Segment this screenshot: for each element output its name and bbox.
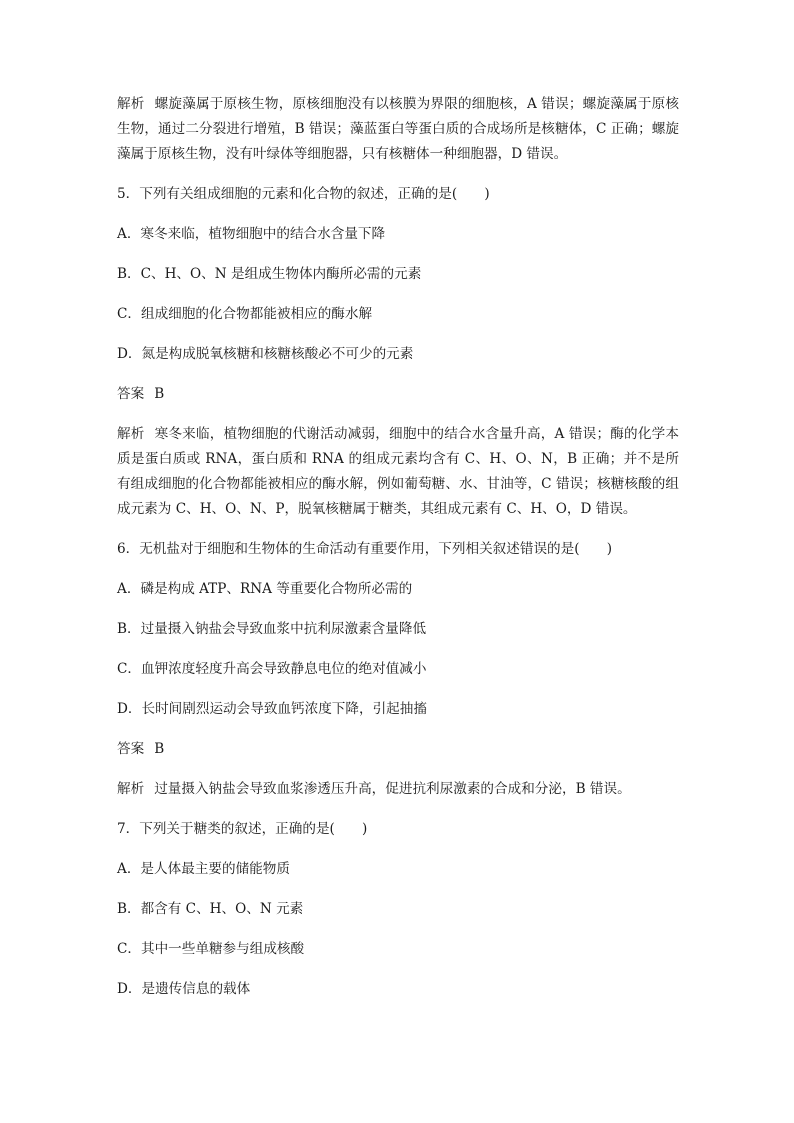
analysis-text: 过量摄入钠盐会导致血浆渗透压升高，促进抗利尿激素的合成和分泌，B 错误。 xyxy=(154,781,631,797)
question-6-option-d: D．长时间剧烈运动会导致血钙浓度下降，引起抽搐 xyxy=(117,701,427,717)
question-6-option-b: B．过量摄入钠盐会导致血浆中抗利尿激素含量降低 xyxy=(117,621,427,637)
answer-value: B xyxy=(154,741,165,757)
question-7-stem: 7．下列关于糖类的叙述，正确的是( ) xyxy=(117,821,368,837)
question-7-option-d: D．是遗传信息的载体 xyxy=(117,981,251,997)
question-7-option-c: C．其中一些单糖参与组成核酸 xyxy=(117,941,305,957)
analysis-label: 解析 xyxy=(117,781,145,797)
question-7-option-a: A．是人体最主要的储能物质 xyxy=(117,861,290,877)
analysis-label: 解析 xyxy=(117,96,145,112)
question-5-option-d: D．氮是构成脱氧核糖和核糖核酸必不可少的元素 xyxy=(117,346,414,362)
question-6-stem: 6．无机盐对于细胞和生物体的生命活动有重要作用，下列相关叙述错误的是( ) xyxy=(117,541,613,557)
question-6-option-c: C．血钾浓度轻度升高会导致静息电位的绝对值减小 xyxy=(117,661,427,677)
answer-q5 xyxy=(117,382,679,407)
analysis-text: 螺旋藻属于原核生物，原核细胞没有以核膜为界限的细胞核，A 错误；螺旋藻属于原核生物，通过二分裂进行增殖，B 错误；藻蓝蛋白等蛋白质的合成场所是核糖体，C 正确；螺旋藻属于原核生物，没有叶绿体等细胞器，只有核糖体一种细胞器，D 错误。 xyxy=(117,96,680,162)
answer-label: 答案 xyxy=(117,386,145,402)
document-page xyxy=(117,92,679,1017)
analysis-label: 解析 xyxy=(117,426,145,442)
question-5-option-a: A．寒冬来临，植物细胞中的结合水含量下降 xyxy=(117,226,386,242)
question-5-option-c: C．组成细胞的化合物都能被相应的酶水解 xyxy=(117,306,373,322)
question-5-stem: 5．下列有关组成细胞的元素和化合物的叙述，正确的是( ) xyxy=(117,186,490,202)
analysis-q5 xyxy=(117,422,679,522)
analysis-q6 xyxy=(117,777,679,802)
answer-value: B xyxy=(154,386,165,402)
answer-label: 答案 xyxy=(117,741,145,757)
question-6-option-a: A．磷是构成 ATP、RNA 等重要化合物所必需的 xyxy=(117,581,413,597)
analysis-text: 寒冬来临，植物细胞的代谢活动减弱，细胞中的结合水含量升高，A 错误；酶的化学本质是蛋白质或 RNA，蛋白质和 RNA 的组成元素均含有 C、H、O、N，B 正确；并不是所有组成细胞的化合物都能被相应的酶水解，例如葡萄糖、水、甘油等，C 错误；核糖核酸的组成元素为 C、H、O、N、P，脱氧核糖属于糖类，其组成元素有 C、H、O，D 错误。 xyxy=(117,426,680,517)
question-5-option-b: B．C、H、O、N 是组成生物体内酶所必需的元素 xyxy=(117,266,422,282)
question-7-option-b: B．都含有 C、H、O、N 元素 xyxy=(117,901,304,917)
analysis-q4 xyxy=(117,92,679,167)
answer-q6 xyxy=(117,737,679,762)
